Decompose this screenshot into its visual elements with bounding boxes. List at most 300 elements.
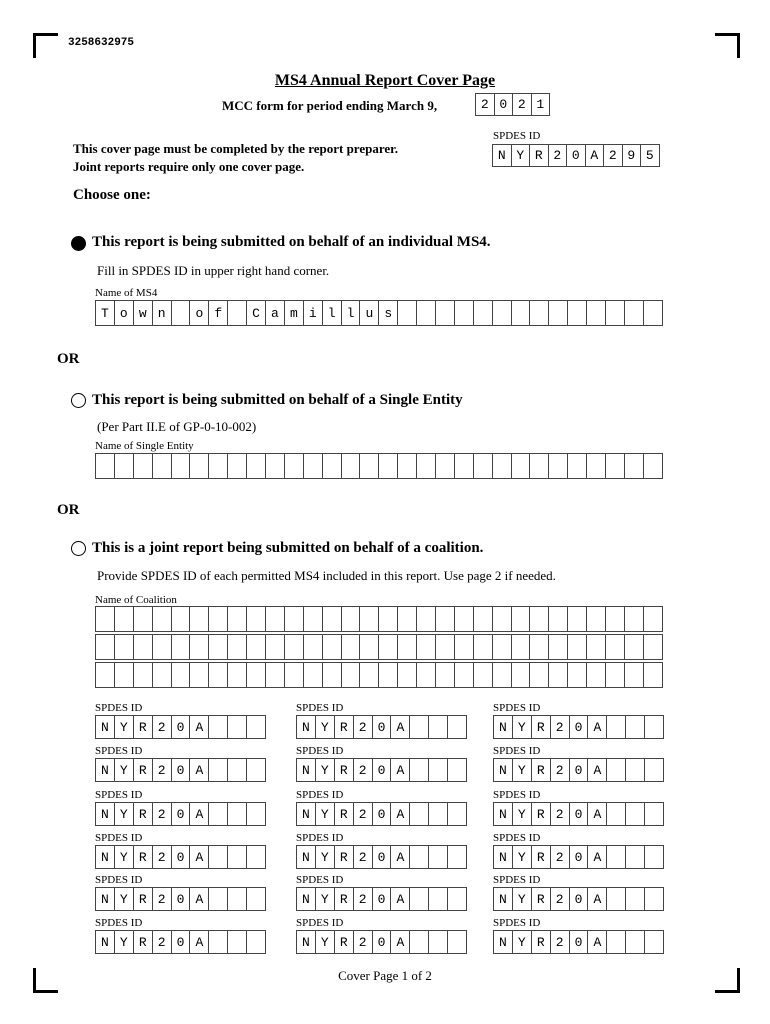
character-box[interactable]: l <box>342 300 361 326</box>
character-box[interactable]: A <box>588 887 607 911</box>
character-box[interactable] <box>209 802 228 826</box>
character-box[interactable] <box>455 453 474 479</box>
character-box[interactable] <box>474 634 493 660</box>
character-box[interactable]: A <box>588 845 607 869</box>
character-box[interactable] <box>606 662 625 688</box>
name-of-coalition-field-row-1[interactable] <box>95 606 663 632</box>
character-box[interactable] <box>209 930 228 954</box>
character-box[interactable] <box>379 453 398 479</box>
character-box[interactable]: 0 <box>172 715 191 739</box>
character-box[interactable]: 2 <box>354 802 373 826</box>
character-box[interactable]: R <box>532 715 551 739</box>
character-box[interactable] <box>568 662 587 688</box>
character-box[interactable] <box>493 453 512 479</box>
character-box[interactable]: f <box>209 300 228 326</box>
character-box[interactable]: 0 <box>373 887 392 911</box>
character-box[interactable] <box>607 715 626 739</box>
character-box[interactable]: 0 <box>172 845 191 869</box>
character-box[interactable] <box>342 662 361 688</box>
character-box[interactable]: 2 <box>551 802 570 826</box>
character-box[interactable]: w <box>134 300 153 326</box>
character-box[interactable] <box>549 662 568 688</box>
character-box[interactable] <box>266 662 285 688</box>
character-box[interactable] <box>266 634 285 660</box>
character-box[interactable] <box>606 300 625 326</box>
character-box[interactable]: A <box>391 887 410 911</box>
character-box[interactable] <box>266 453 285 479</box>
character-box[interactable]: i <box>304 300 323 326</box>
character-box[interactable]: 2 <box>153 715 172 739</box>
character-box[interactable] <box>448 887 467 911</box>
character-box[interactable]: 0 <box>373 715 392 739</box>
character-box[interactable] <box>247 802 266 826</box>
character-box[interactable] <box>134 453 153 479</box>
character-box[interactable] <box>410 887 429 911</box>
character-box[interactable]: Y <box>316 930 335 954</box>
character-box[interactable] <box>645 930 664 954</box>
character-box[interactable] <box>448 930 467 954</box>
character-box[interactable]: 0 <box>373 930 392 954</box>
character-box[interactable]: Y <box>316 802 335 826</box>
character-box[interactable] <box>474 662 493 688</box>
character-box[interactable] <box>549 606 568 632</box>
character-box[interactable]: 0 <box>172 887 191 911</box>
spdes-id-field[interactable] <box>492 144 660 167</box>
character-box[interactable] <box>209 606 228 632</box>
character-box[interactable]: a <box>266 300 285 326</box>
character-box[interactable] <box>429 802 448 826</box>
character-box[interactable] <box>474 300 493 326</box>
character-box[interactable] <box>379 606 398 632</box>
character-box[interactable]: 2 <box>354 930 373 954</box>
radio-individual-ms4[interactable] <box>71 236 86 251</box>
character-box[interactable]: R <box>532 845 551 869</box>
radio-single-entity[interactable] <box>71 393 86 408</box>
character-box[interactable]: 2 <box>153 887 172 911</box>
character-box[interactable] <box>429 887 448 911</box>
character-box[interactable]: 0 <box>567 144 586 167</box>
coalition-spdes-id-field[interactable] <box>296 802 467 826</box>
character-box[interactable]: N <box>297 887 316 911</box>
character-box[interactable] <box>429 758 448 782</box>
character-box[interactable]: A <box>190 887 209 911</box>
character-box[interactable] <box>209 887 228 911</box>
character-box[interactable]: N <box>297 930 316 954</box>
character-box[interactable]: Y <box>115 930 134 954</box>
character-box[interactable]: N <box>494 802 513 826</box>
character-box[interactable] <box>228 634 247 660</box>
character-box[interactable]: R <box>335 802 354 826</box>
character-box[interactable] <box>625 300 644 326</box>
character-box[interactable] <box>512 300 531 326</box>
character-box[interactable] <box>228 715 247 739</box>
character-box[interactable]: R <box>335 930 354 954</box>
character-box[interactable] <box>644 662 663 688</box>
character-box[interactable]: 9 <box>623 144 642 167</box>
character-box[interactable] <box>436 662 455 688</box>
character-box[interactable] <box>379 634 398 660</box>
character-box[interactable] <box>247 758 266 782</box>
character-box[interactable] <box>626 802 645 826</box>
character-box[interactable]: N <box>96 845 115 869</box>
character-box[interactable] <box>209 715 228 739</box>
character-box[interactable] <box>436 300 455 326</box>
character-box[interactable]: R <box>530 144 549 167</box>
character-box[interactable]: 0 <box>570 715 589 739</box>
character-box[interactable] <box>134 606 153 632</box>
character-box[interactable]: R <box>335 758 354 782</box>
name-of-ms4-field[interactable] <box>95 300 663 326</box>
character-box[interactable] <box>429 845 448 869</box>
character-box[interactable]: N <box>493 144 512 167</box>
character-box[interactable] <box>417 634 436 660</box>
character-box[interactable] <box>645 887 664 911</box>
character-box[interactable]: N <box>297 845 316 869</box>
coalition-spdes-id-field[interactable] <box>296 845 467 869</box>
character-box[interactable] <box>360 606 379 632</box>
character-box[interactable]: Y <box>115 845 134 869</box>
character-box[interactable] <box>448 845 467 869</box>
character-box[interactable] <box>417 453 436 479</box>
character-box[interactable] <box>190 606 209 632</box>
character-box[interactable] <box>568 634 587 660</box>
character-box[interactable] <box>153 453 172 479</box>
character-box[interactable] <box>474 453 493 479</box>
character-box[interactable] <box>606 453 625 479</box>
character-box[interactable]: Y <box>316 758 335 782</box>
character-box[interactable] <box>247 634 266 660</box>
character-box[interactable] <box>626 758 645 782</box>
character-box[interactable]: R <box>335 845 354 869</box>
character-box[interactable] <box>134 662 153 688</box>
character-box[interactable] <box>96 662 115 688</box>
character-box[interactable] <box>228 930 247 954</box>
coalition-spdes-id-field[interactable] <box>95 802 266 826</box>
character-box[interactable] <box>285 662 304 688</box>
character-box[interactable] <box>645 845 664 869</box>
character-box[interactable]: N <box>297 802 316 826</box>
character-box[interactable] <box>607 758 626 782</box>
character-box[interactable]: 2 <box>549 144 568 167</box>
character-box[interactable]: 2 <box>153 802 172 826</box>
character-box[interactable] <box>512 662 531 688</box>
character-box[interactable]: 0 <box>570 802 589 826</box>
character-box[interactable] <box>512 453 531 479</box>
character-box[interactable] <box>115 606 134 632</box>
character-box[interactable] <box>323 662 342 688</box>
character-box[interactable]: 2 <box>551 887 570 911</box>
name-of-coalition-field-row-3[interactable] <box>95 662 663 688</box>
character-box[interactable] <box>209 453 228 479</box>
character-box[interactable]: 2 <box>354 845 373 869</box>
character-box[interactable] <box>587 662 606 688</box>
character-box[interactable] <box>625 662 644 688</box>
character-box[interactable]: o <box>190 300 209 326</box>
character-box[interactable] <box>512 634 531 660</box>
character-box[interactable] <box>172 300 191 326</box>
character-box[interactable]: 0 <box>373 845 392 869</box>
character-box[interactable]: N <box>96 887 115 911</box>
character-box[interactable] <box>645 715 664 739</box>
coalition-spdes-id-field[interactable] <box>296 887 467 911</box>
character-box[interactable]: A <box>190 758 209 782</box>
character-box[interactable]: Y <box>115 887 134 911</box>
character-box[interactable] <box>493 634 512 660</box>
year-field[interactable] <box>475 93 550 116</box>
character-box[interactable] <box>587 606 606 632</box>
character-box[interactable] <box>417 606 436 632</box>
character-box[interactable] <box>342 634 361 660</box>
character-box[interactable] <box>247 606 266 632</box>
character-box[interactable] <box>606 634 625 660</box>
character-box[interactable] <box>247 453 266 479</box>
coalition-spdes-id-field[interactable] <box>296 930 467 954</box>
character-box[interactable] <box>304 606 323 632</box>
character-box[interactable]: A <box>391 758 410 782</box>
character-box[interactable]: l <box>323 300 342 326</box>
character-box[interactable] <box>247 662 266 688</box>
character-box[interactable] <box>644 606 663 632</box>
character-box[interactable] <box>379 662 398 688</box>
character-box[interactable]: Y <box>513 802 532 826</box>
character-box[interactable] <box>209 662 228 688</box>
character-box[interactable]: n <box>153 300 172 326</box>
character-box[interactable] <box>587 634 606 660</box>
character-box[interactable] <box>625 606 644 632</box>
character-box[interactable] <box>285 606 304 632</box>
character-box[interactable] <box>342 453 361 479</box>
character-box[interactable]: A <box>588 715 607 739</box>
radio-coalition[interactable] <box>71 541 86 556</box>
character-box[interactable] <box>360 634 379 660</box>
character-box[interactable]: 2 <box>153 845 172 869</box>
character-box[interactable] <box>228 453 247 479</box>
character-box[interactable]: A <box>391 845 410 869</box>
character-box[interactable]: A <box>190 845 209 869</box>
character-box[interactable]: Y <box>513 887 532 911</box>
character-box[interactable] <box>448 802 467 826</box>
character-box[interactable] <box>209 634 228 660</box>
character-box[interactable] <box>645 758 664 782</box>
character-box[interactable] <box>228 758 247 782</box>
character-box[interactable] <box>587 300 606 326</box>
character-box[interactable] <box>115 662 134 688</box>
coalition-spdes-id-field[interactable] <box>95 758 266 782</box>
character-box[interactable]: R <box>134 845 153 869</box>
character-box[interactable]: 0 <box>570 930 589 954</box>
character-box[interactable] <box>190 662 209 688</box>
character-box[interactable]: R <box>134 930 153 954</box>
character-box[interactable]: 2 <box>476 93 495 116</box>
character-box[interactable] <box>134 634 153 660</box>
character-box[interactable] <box>474 606 493 632</box>
character-box[interactable]: 2 <box>354 758 373 782</box>
character-box[interactable] <box>266 606 285 632</box>
character-box[interactable]: N <box>494 715 513 739</box>
character-box[interactable]: 2 <box>604 144 623 167</box>
character-box[interactable]: A <box>588 758 607 782</box>
character-box[interactable] <box>342 606 361 632</box>
character-box[interactable]: Y <box>115 715 134 739</box>
character-box[interactable]: s <box>379 300 398 326</box>
character-box[interactable]: Y <box>316 845 335 869</box>
character-box[interactable] <box>247 715 266 739</box>
character-box[interactable] <box>410 845 429 869</box>
character-box[interactable] <box>304 662 323 688</box>
character-box[interactable]: Y <box>512 144 531 167</box>
character-box[interactable]: R <box>134 887 153 911</box>
character-box[interactable]: A <box>190 715 209 739</box>
character-box[interactable]: N <box>494 887 513 911</box>
character-box[interactable] <box>398 606 417 632</box>
character-box[interactable] <box>153 606 172 632</box>
character-box[interactable]: N <box>297 715 316 739</box>
character-box[interactable] <box>568 453 587 479</box>
character-box[interactable] <box>209 758 228 782</box>
character-box[interactable] <box>417 300 436 326</box>
character-box[interactable]: A <box>391 802 410 826</box>
character-box[interactable] <box>436 453 455 479</box>
coalition-spdes-id-field[interactable] <box>493 802 664 826</box>
character-box[interactable] <box>448 758 467 782</box>
character-box[interactable] <box>228 887 247 911</box>
character-box[interactable]: o <box>115 300 134 326</box>
character-box[interactable]: R <box>532 758 551 782</box>
character-box[interactable] <box>398 634 417 660</box>
character-box[interactable] <box>530 634 549 660</box>
character-box[interactable] <box>530 453 549 479</box>
character-box[interactable] <box>172 606 191 632</box>
character-box[interactable] <box>493 300 512 326</box>
character-box[interactable]: 2 <box>551 758 570 782</box>
character-box[interactable] <box>530 300 549 326</box>
coalition-spdes-id-field[interactable] <box>296 758 467 782</box>
character-box[interactable]: C <box>247 300 266 326</box>
character-box[interactable]: 0 <box>570 845 589 869</box>
character-box[interactable]: A <box>586 144 605 167</box>
character-box[interactable]: Y <box>513 845 532 869</box>
coalition-spdes-id-field[interactable] <box>493 887 664 911</box>
coalition-spdes-id-field[interactable] <box>95 930 266 954</box>
character-box[interactable] <box>323 453 342 479</box>
character-box[interactable]: Y <box>513 758 532 782</box>
character-box[interactable] <box>304 634 323 660</box>
character-box[interactable]: T <box>96 300 115 326</box>
character-box[interactable] <box>512 606 531 632</box>
character-box[interactable]: R <box>532 887 551 911</box>
character-box[interactable]: N <box>494 758 513 782</box>
character-box[interactable] <box>398 453 417 479</box>
character-box[interactable] <box>190 634 209 660</box>
character-box[interactable] <box>172 634 191 660</box>
character-box[interactable]: A <box>190 802 209 826</box>
coalition-spdes-id-field[interactable] <box>95 845 266 869</box>
coalition-spdes-id-field[interactable] <box>493 758 664 782</box>
character-box[interactable]: 0 <box>570 887 589 911</box>
character-box[interactable]: 0 <box>570 758 589 782</box>
character-box[interactable]: N <box>96 802 115 826</box>
character-box[interactable]: 2 <box>551 930 570 954</box>
character-box[interactable] <box>530 662 549 688</box>
character-box[interactable] <box>228 300 247 326</box>
character-box[interactable]: R <box>532 802 551 826</box>
character-box[interactable] <box>607 887 626 911</box>
coalition-spdes-id-field[interactable] <box>296 715 467 739</box>
character-box[interactable]: 2 <box>551 715 570 739</box>
character-box[interactable]: 0 <box>373 802 392 826</box>
character-box[interactable] <box>448 715 467 739</box>
character-box[interactable] <box>285 453 304 479</box>
character-box[interactable] <box>455 606 474 632</box>
character-box[interactable] <box>645 802 664 826</box>
character-box[interactable]: A <box>391 930 410 954</box>
character-box[interactable]: 0 <box>172 758 191 782</box>
character-box[interactable]: Y <box>316 887 335 911</box>
character-box[interactable]: Y <box>115 758 134 782</box>
character-box[interactable] <box>360 662 379 688</box>
character-box[interactable] <box>587 453 606 479</box>
character-box[interactable] <box>568 300 587 326</box>
character-box[interactable]: R <box>134 802 153 826</box>
character-box[interactable] <box>323 606 342 632</box>
character-box[interactable]: Y <box>513 930 532 954</box>
character-box[interactable] <box>360 453 379 479</box>
coalition-spdes-id-field[interactable] <box>95 715 266 739</box>
character-box[interactable] <box>304 453 323 479</box>
character-box[interactable] <box>626 845 645 869</box>
character-box[interactable] <box>568 606 587 632</box>
character-box[interactable] <box>410 802 429 826</box>
character-box[interactable] <box>530 606 549 632</box>
coalition-spdes-id-field[interactable] <box>493 930 664 954</box>
character-box[interactable]: 5 <box>641 144 660 167</box>
character-box[interactable]: 2 <box>354 715 373 739</box>
character-box[interactable] <box>115 453 134 479</box>
character-box[interactable]: R <box>335 887 354 911</box>
character-box[interactable] <box>228 845 247 869</box>
character-box[interactable]: N <box>494 930 513 954</box>
character-box[interactable] <box>228 662 247 688</box>
character-box[interactable]: 2 <box>354 887 373 911</box>
coalition-spdes-id-field[interactable] <box>493 715 664 739</box>
character-box[interactable] <box>96 453 115 479</box>
character-box[interactable] <box>625 453 644 479</box>
character-box[interactable]: 2 <box>153 930 172 954</box>
character-box[interactable] <box>228 606 247 632</box>
character-box[interactable] <box>549 453 568 479</box>
character-box[interactable]: u <box>360 300 379 326</box>
character-box[interactable] <box>436 634 455 660</box>
character-box[interactable]: A <box>588 930 607 954</box>
character-box[interactable]: R <box>335 715 354 739</box>
character-box[interactable] <box>323 634 342 660</box>
character-box[interactable]: N <box>96 758 115 782</box>
character-box[interactable]: 2 <box>551 845 570 869</box>
character-box[interactable] <box>549 300 568 326</box>
character-box[interactable]: N <box>96 715 115 739</box>
character-box[interactable]: 0 <box>172 930 191 954</box>
character-box[interactable] <box>247 887 266 911</box>
character-box[interactable] <box>644 453 663 479</box>
character-box[interactable] <box>429 715 448 739</box>
character-box[interactable]: R <box>532 930 551 954</box>
character-box[interactable]: A <box>190 930 209 954</box>
character-box[interactable] <box>398 662 417 688</box>
name-of-coalition-field-row-2[interactable] <box>95 634 663 660</box>
character-box[interactable] <box>247 930 266 954</box>
character-box[interactable] <box>625 634 644 660</box>
character-box[interactable]: 0 <box>373 758 392 782</box>
